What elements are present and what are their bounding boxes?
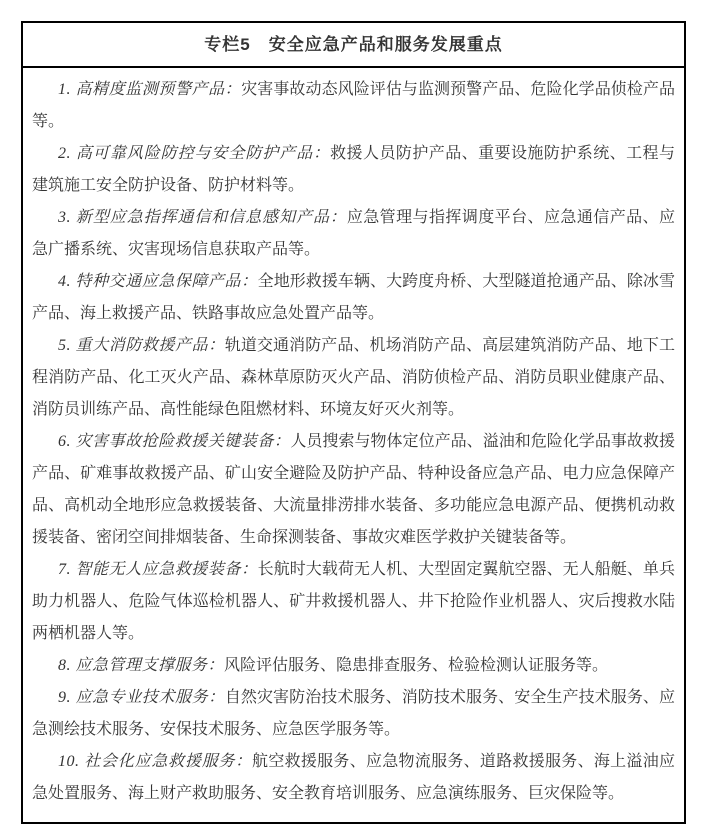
item-6-description: 人员搜索与物体定位产品、溢油和危险化学品事故救援产品、矿难事故救援产品、矿山安全避险及防护产品、特种设备应急产品、电力应急保障产品、高机动全地形应急救援装备、大流量排涝排水装备、多功能应急电源产品、便携机动救援装备、密闭空间排烟装备、生命探测装备、事故灾难医学救护关键装备等。 [32,433,675,546]
list-item-8 [32,650,675,682]
item-8-category-label: 8. 应急管理支撑服务： [58,657,225,674]
list-item-1 [32,74,675,138]
list-item-4 [32,266,675,330]
list-item-7 [32,554,675,650]
item-2-description: 救援人员防护产品、重要设施防护系统、工程与建筑施工安全防护设备、防护材料等。 [32,145,675,194]
list-item-5 [32,330,675,426]
item-8-description: 风险评估服务、隐患排查服务、检验检测认证服务等。 [224,657,609,674]
item-10-description: 航空救援服务、应急物流服务、道路救援服务、海上溢油应急处置服务、海上财产救助服务、安全教育培训服务、应急演练服务、巨灾保险等。 [32,753,675,802]
item-2-category-label: 2. 高可靠风险防控与安全防护产品： [58,145,331,162]
list-item-3 [32,202,675,266]
column5-panel [21,21,686,824]
item-4-category-label: 4. 特种交通应急保障产品： [58,273,258,290]
list-item-10 [32,746,675,810]
item-7-description: 长航时大载荷无人机、大型固定翼航空器、无人船艇、单兵助力机器人、危险气体巡检机器人、矿井救援机器人、井下抢险作业机器人、灾后搜救水陆两栖机器人等。 [32,561,675,642]
item-3-category-label: 3. 新型应急指挥通信和信息感知产品： [58,209,347,226]
item-4-description: 全地形救援车辆、大跨度舟桥、大型隧道抢通产品、除冰雪产品、海上救援产品、铁路事故应急处置产品等。 [32,273,675,322]
item-6-category-label: 6. 灾害事故抢险救援关键装备： [58,433,291,450]
item-1-description: 灾害事故动态风险评估与监测预警产品、危险化学品侦检产品等。 [32,81,675,130]
list-item-2 [32,138,675,202]
list-item-9 [32,682,675,746]
item-9-category-label: 9. 应急专业技术服务： [58,689,225,706]
panel-title: 专栏5 安全应急产品和服务发展重点 [23,23,684,68]
item-10-category-label: 10. 社会化应急救援服务： [58,753,253,770]
item-3-description: 应急管理与指挥调度平台、应急通信产品、应急广播系统、灾害现场信息获取产品等。 [32,209,675,258]
panel-body [23,68,684,822]
item-1-category-label: 1. 高精度监测预警产品： [58,81,242,98]
item-7-category-label: 7. 智能无人应急救援装备： [58,561,258,578]
list-item-6 [32,426,675,554]
item-5-description: 轨道交通消防产品、机场消防产品、高层建筑消防产品、地下工程消防产品、化工灭火产品、森林草原防灭火产品、消防侦检产品、消防员职业健康产品、消防员训练产品、高性能绿色阻燃材料、环境友好灭火剂等。 [32,337,675,418]
item-5-category-label: 5. 重大消防救援产品： [58,337,225,354]
item-9-description: 自然灾害防治技术服务、消防技术服务、安全生产技术服务、应急测绘技术服务、安保技术服务、应急医学服务等。 [32,689,675,738]
